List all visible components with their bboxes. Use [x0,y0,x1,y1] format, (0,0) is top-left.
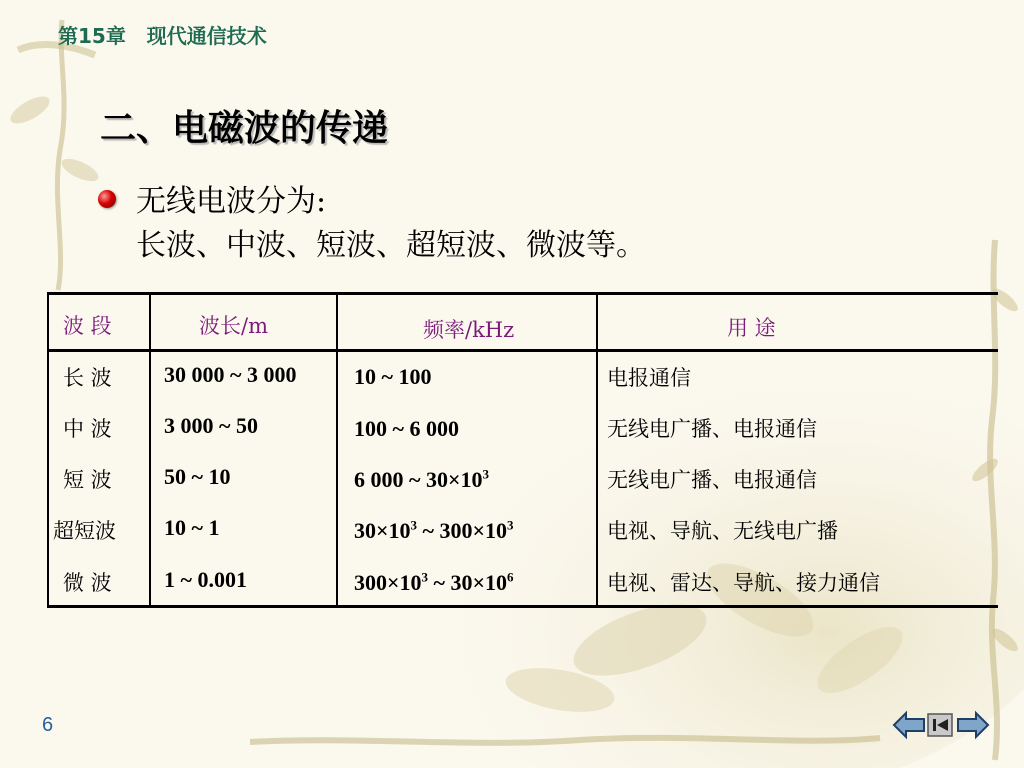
table-row-frequency: $300\times 10^3$ ~ $30\times 10^6$ [354,569,514,595]
table-row-band: 超短波 [53,519,116,543]
table-header-frequency: 频率/kHz [423,318,515,342]
table-row-band: 短 波 [63,468,112,492]
table-top-rule [47,292,998,295]
table-row-wavelength: 10 ~ 1 [164,515,220,540]
wave-table [47,292,998,608]
table-row-band: 中 波 [63,417,112,441]
bullet-text: 无线电波分为: [136,184,327,219]
table-row-frequency: $30\times 10^3$ ~ $300\times 10^3$ [354,517,514,543]
next-arrow-icon[interactable] [954,708,990,742]
table-header-use: 用 途 [727,316,776,340]
table-header-rule [47,349,998,352]
table-row-band: 长 波 [63,366,112,390]
table-row-use: 电视、导航、无线电广播 [607,519,838,543]
table-column-rule [149,292,151,608]
slide-navigation [892,708,992,742]
table-column-rule [336,292,338,608]
table-row-frequency: 10 ~ 100 [354,364,432,389]
chapter-header: 第15章 现代通信技术 [58,24,267,48]
table-row-wavelength: 3 000 ~ 50 [164,413,258,438]
first-slide-icon[interactable] [926,708,954,742]
slide-title: 二、电磁波的传递 [100,107,389,149]
table-column-rule [47,292,49,608]
bullet-subtext: 长波、中波、短波、超短波、微波等。 [136,228,646,263]
table-row-frequency: 6 000 ~ $30\times 10^3$ [354,466,489,492]
table-header-wavelength: 波长/m [199,314,268,338]
table-row-wavelength: 30 000 ~ 3 000 [164,362,297,387]
page-number: 6 [42,714,54,736]
table-row-wavelength: 1 ~ 0.001 [164,567,247,592]
table-header-band: 波 段 [63,314,112,338]
table-row-frequency: 100 ~ 6 000 [354,416,459,441]
table-column-rule [596,292,598,608]
table-row-use: 无线电广播、电报通信 [607,468,817,492]
bullet-icon [98,190,116,208]
table-row-band: 微 波 [63,571,112,595]
table-bottom-rule [47,605,998,608]
table-row-use: 电报通信 [607,366,691,390]
table-row-use: 电视、雷达、导航、接力通信 [607,571,880,595]
table-row-wavelength: 50 ~ 10 [164,464,231,489]
table-row-use: 无线电广播、电报通信 [607,417,817,441]
previous-arrow-icon[interactable] [892,708,928,742]
